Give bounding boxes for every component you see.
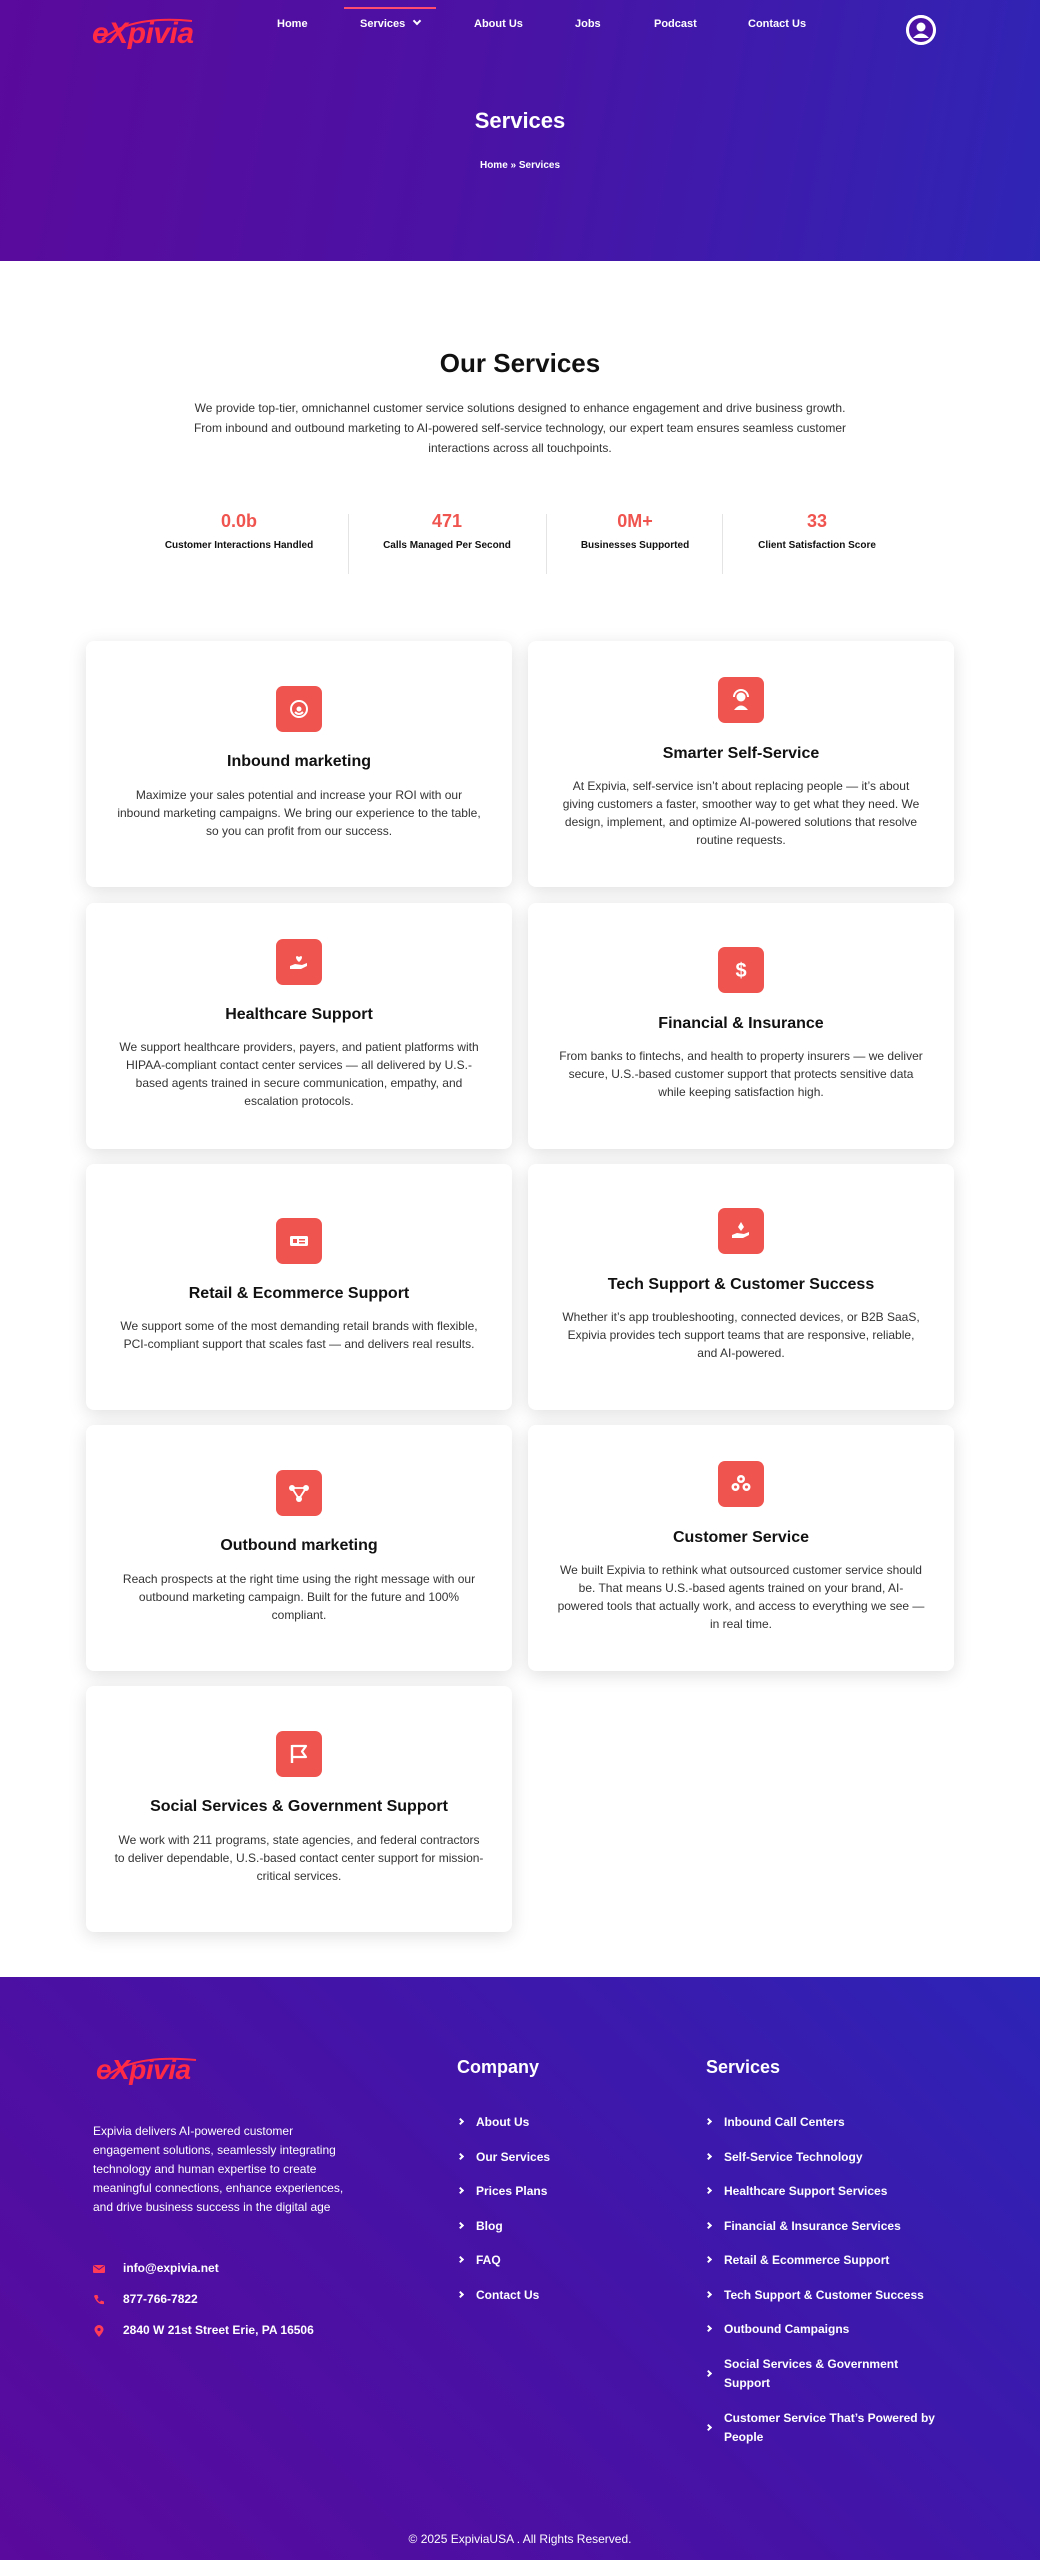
- service-card-text: We support some of the most demanding retail brands with flexible, PCI-compliant support that scales fast — and delivers real results.: [120, 1319, 478, 1351]
- footer-link-label: Outbound Campaigns: [724, 2322, 850, 2336]
- service-icon-box: [718, 1461, 764, 1507]
- service-card-title: Inbound marketing: [227, 753, 371, 770]
- footer-link-blog[interactable]: [458, 2217, 658, 2236]
- footer-link-self-service-technology[interactable]: [706, 2148, 946, 2167]
- stat-divider: [348, 514, 349, 574]
- stat-divider: [722, 514, 723, 574]
- nav-services-label: Services: [360, 18, 406, 30]
- footer-email-text: info@expivia.net: [123, 2261, 219, 2275]
- footer-link-social-services[interactable]: [706, 2355, 946, 2393]
- service-card-text: Reach prospects at the right time using the right message with our outbound marketing campaign. Built for the future and 100% compliant.: [122, 1572, 476, 1622]
- footer-link-healthcare-support[interactable]: [706, 2182, 946, 2201]
- hand-heart-icon: [287, 950, 311, 974]
- service-card-financial[interactable]: [528, 903, 954, 1149]
- footer-link-label: Self-Service Technology: [724, 2150, 863, 2164]
- service-card-text: We built Expivia to rethink what outsourced customer service should be. That means U.S.-based agents trained on your brand, AI-powered tools that actually work, and access to everything we see — in real time.: [557, 1563, 925, 1631]
- service-card-text: We support healthcare providers, payers, and patient platforms with HIPAA-compliant contact center services — all delivered by U.S.-based agents trained in secure communication, empathy, and escalation protocols.: [119, 1040, 479, 1108]
- footer-link-prices-plans[interactable]: [458, 2182, 658, 2201]
- logo-text: eXpivia: [96, 2054, 191, 2085]
- footer-services-title: Services: [706, 2057, 781, 2077]
- chevron-right-icon: [705, 2424, 712, 2431]
- chevron-right-icon: [705, 2187, 712, 2194]
- service-card-healthcare[interactable]: [86, 903, 512, 1149]
- chevron-right-icon: [705, 2325, 712, 2332]
- service-card-title: Tech Support & Customer Success: [607, 1276, 875, 1293]
- hero-banner: [0, 0, 1040, 261]
- stat-value: 471: [431, 511, 463, 531]
- footer-link-label: FAQ: [476, 2253, 501, 2267]
- service-card-text: We work with 211 programs, state agencies, and federal contractors to deliver dependable, U.S.-based contact center support for mission-critical services.: [114, 1833, 484, 1883]
- footer-link-label: Blog: [476, 2219, 503, 2233]
- footer-link-about-us[interactable]: [458, 2113, 658, 2132]
- user-account-button[interactable]: [906, 15, 936, 45]
- stat-satisfaction: [727, 511, 907, 551]
- stat-value: 0M+: [617, 511, 653, 531]
- hand-tools-icon: [729, 1219, 753, 1243]
- price-tag-icon: [287, 1229, 311, 1253]
- chevron-right-icon: [457, 2153, 464, 2160]
- main-nav: [0, 0, 1040, 50]
- service-icon-box: [718, 1208, 764, 1254]
- support-agent-icon: [729, 688, 753, 712]
- section-intro-text: We provide top-tier, omnichannel customer service solutions designed to enhance engagement and drive business growth. From inbound and outbound marketing to AI-powered self-service technology, our expert team ensures seamless customer interactions across all touchpoints.: [193, 401, 847, 455]
- service-card-tech-support[interactable]: [528, 1164, 954, 1410]
- nav-podcast[interactable]: Podcast: [654, 18, 697, 30]
- user-circle-icon: [906, 15, 936, 45]
- footer-link-label: Retail & Ecommerce Support: [724, 2253, 890, 2267]
- nav-services[interactable]: [360, 18, 420, 30]
- nav-about-us[interactable]: About Us: [474, 18, 523, 30]
- footer-address-text: 2840 W 21st Street Erie, PA 16506: [123, 2323, 314, 2337]
- service-card-title: Financial & Insurance: [658, 1015, 824, 1032]
- footer-link-label: Contact Us: [476, 2288, 540, 2302]
- service-card-title: Smarter Self-Service: [662, 745, 820, 762]
- chevron-right-icon: [457, 2187, 464, 2194]
- footer-link-contact-us[interactable]: [458, 2286, 658, 2305]
- service-icon-box: [276, 1731, 322, 1777]
- footer-link-label: Healthcare Support Services: [724, 2184, 888, 2198]
- service-icon-box: [276, 939, 322, 985]
- nav-active-indicator: [344, 7, 436, 9]
- chevron-right-icon: [705, 2370, 712, 2377]
- stat-label: Calls Managed Per Second: [383, 540, 511, 551]
- footer-phone-text: 877-766-7822: [123, 2292, 198, 2306]
- stat-businesses: [545, 511, 725, 551]
- breadcrumb[interactable]: Home » Services: [479, 160, 561, 171]
- footer-link-label: Tech Support & Customer Success: [724, 2288, 924, 2302]
- headset-icon: [287, 697, 311, 721]
- service-card-title: Customer Service: [672, 1529, 810, 1546]
- chevron-right-icon: [705, 2153, 712, 2160]
- service-card-outbound-marketing[interactable]: [86, 1425, 512, 1671]
- service-card-text: At Expivia, self-service isn’t about replacing people — it’s about giving customers a faster, smoother way to get what they need. We design, implement, and optimize AI-powered solutions that resolve routine requests.: [562, 779, 920, 847]
- flag-icon: [287, 1742, 311, 1766]
- chevron-right-icon: [705, 2222, 712, 2229]
- stat-value: 33: [806, 511, 828, 531]
- copyright-text: © 2025 ExpiviaUSA . All Rights Reserved.: [408, 2532, 632, 2546]
- stat-value: 0.0b: [220, 511, 258, 531]
- nav-jobs[interactable]: Jobs: [575, 18, 601, 30]
- footer-link-faq[interactable]: [458, 2251, 658, 2270]
- service-icon-box: [276, 1470, 322, 1516]
- section-title: Our Services: [439, 348, 601, 378]
- footer-link-label: About Us: [476, 2115, 530, 2129]
- network-nodes-icon: [287, 1481, 311, 1505]
- service-card-customer-service[interactable]: [528, 1425, 954, 1671]
- service-card-retail[interactable]: [86, 1164, 512, 1410]
- stat-calls: [358, 511, 536, 551]
- map-pin-icon: [93, 2325, 105, 2337]
- service-card-title: Retail & Ecommerce Support: [188, 1285, 410, 1302]
- chevron-down-icon: [413, 17, 421, 25]
- service-card-title: Healthcare Support: [225, 1006, 373, 1023]
- chevron-right-icon: [705, 2291, 712, 2298]
- service-card-text: From banks to fintechs, and health to property insurers — we deliver secure, U.S.-based customer support that protects sensitive data while keeping satisfaction high.: [559, 1049, 923, 1099]
- service-card-text: Maximize your sales potential and increase your ROI with our inbound marketing campaigns. We bring our experience to the table, so you can profit from our success.: [117, 788, 481, 838]
- footer-link-retail-ecommerce[interactable]: [706, 2251, 946, 2270]
- stat-label: Businesses Supported: [580, 540, 690, 551]
- footer-link-label: Financial & Insurance Services: [724, 2219, 901, 2233]
- service-card-title: Social Services & Government Support: [150, 1798, 448, 1815]
- service-card-inbound-marketing[interactable]: [86, 641, 512, 887]
- footer-link-financial-insurance[interactable]: [706, 2217, 946, 2236]
- nav-home[interactable]: Home: [277, 18, 308, 30]
- chevron-right-icon: [457, 2256, 464, 2263]
- service-icon-box: [276, 1218, 322, 1264]
- phone-icon: [93, 2294, 105, 2306]
- footer-link-label: Customer Service That’s Powered by People: [724, 2411, 935, 2444]
- footer-link-our-services[interactable]: [458, 2148, 658, 2167]
- service-icon-box: [718, 947, 764, 993]
- page-title: Services: [474, 108, 566, 133]
- chevron-right-icon: [457, 2118, 464, 2125]
- service-card-social-services[interactable]: [86, 1686, 512, 1932]
- footer-link-tech-support[interactable]: [706, 2286, 946, 2305]
- service-icon-box: [276, 686, 322, 732]
- envelope-icon: [93, 2263, 105, 2275]
- chevron-right-icon: [457, 2291, 464, 2298]
- site-footer: [0, 1977, 1040, 2560]
- logo-text: eXpivia: [92, 17, 194, 50]
- footer-description: Expivia delivers AI-powered customer engagement solutions, seamlessly integrating technology and human expertise to create meaningful connections, enhance experiences, and drive business success in the digital age: [93, 2124, 344, 2214]
- footer-company-title: Company: [457, 2057, 540, 2077]
- people-group-icon: [729, 1472, 753, 1496]
- service-card-self-service[interactable]: [528, 641, 954, 887]
- stat-label: Client Satisfaction Score: [758, 540, 876, 551]
- stat-interactions: [150, 511, 328, 551]
- footer-link-label: Prices Plans: [476, 2184, 548, 2198]
- service-icon-box: [718, 677, 764, 723]
- footer-link-label: Our Services: [476, 2150, 551, 2164]
- footer-link-customer-service[interactable]: [706, 2409, 946, 2447]
- chevron-right-icon: [705, 2118, 712, 2125]
- chevron-right-icon: [705, 2256, 712, 2263]
- footer-logo[interactable]: [96, 2052, 202, 2088]
- stat-label: Customer Interactions Handled: [164, 540, 314, 551]
- svg-text:$: $: [735, 960, 747, 982]
- footer-link-outbound-campaigns[interactable]: [706, 2320, 946, 2339]
- footer-link-label: Inbound Call Centers: [724, 2115, 845, 2129]
- chevron-right-icon: [457, 2222, 464, 2229]
- footer-link-label: Social Services & Government Support: [724, 2357, 899, 2390]
- footer-link-inbound-call-centers[interactable]: [706, 2113, 946, 2132]
- service-card-title: Outbound marketing: [220, 1537, 378, 1554]
- service-card-text: Whether it’s app troubleshooting, connected devices, or B2B SaaS, Expivia provides tech support teams that are responsive, reliable, and AI-powered.: [562, 1310, 920, 1360]
- dollar-icon: [729, 958, 753, 982]
- nav-contact-us[interactable]: Contact Us: [748, 18, 807, 30]
